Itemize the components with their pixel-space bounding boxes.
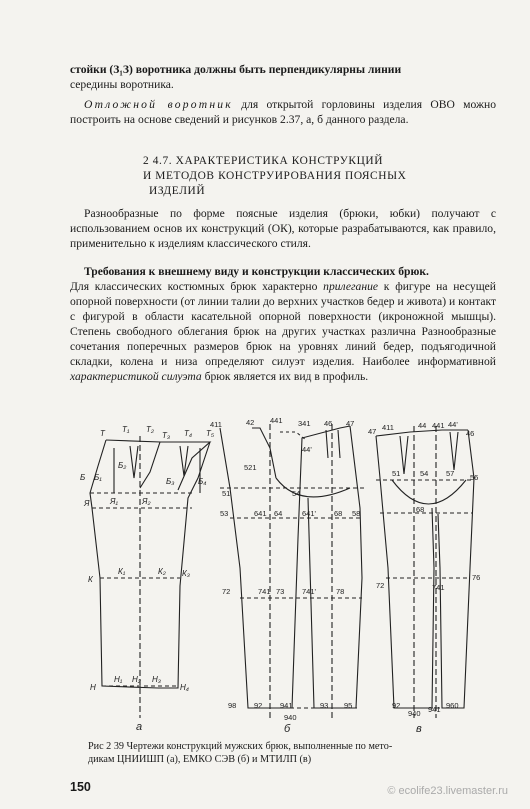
section-heading	[143, 154, 443, 199]
label-a-t4: Т₄	[184, 429, 193, 438]
label-c-741: 741	[432, 583, 445, 592]
label-c-46: 46	[466, 429, 475, 438]
intro-text: Разнообразные по форме поясные изделия (брюки, юбки) получают с использованием основ их конструкций (ОК), которые разрабатываются, как правило, применительно к изделиям классического стиля.	[70, 207, 496, 250]
label-b-641p: 641'	[302, 509, 316, 518]
collar-paragraph	[70, 97, 496, 127]
label-a-b: Б	[80, 473, 86, 482]
requirements-body-c: брюк является их вид в профиль.	[201, 370, 369, 383]
label-a-n: Н	[90, 683, 96, 692]
label-c-940: 940	[408, 709, 421, 718]
label-a-t3: Т₃	[162, 431, 171, 440]
label-b-521: 521	[244, 463, 257, 472]
label-b-641: 641	[254, 509, 267, 518]
label-b-58: 58	[352, 509, 361, 518]
label-a-k1: К₁	[118, 567, 126, 576]
section-heading-line3: ИЗДЕЛИЙ	[149, 185, 206, 197]
collar-term: Отложной воротник	[84, 98, 233, 111]
requirements-italic-a: прилегание	[323, 280, 379, 293]
label-a-b2: Б₂	[118, 461, 127, 470]
top-paragraph-line1: стойки (З₁З) воротника должны быть перпендикулярны линии	[70, 63, 402, 76]
label-c-54: 54	[420, 469, 429, 478]
label-a-ya: Я	[84, 499, 90, 508]
page-number: 150	[70, 780, 91, 794]
label-a-b1: Б₁	[94, 473, 102, 482]
label-b-46: 46	[324, 419, 333, 428]
label-b-78: 78	[336, 587, 345, 596]
label-b-98: 98	[228, 701, 237, 710]
requirements-body-a: Для классических костюмных брюк характерно	[70, 280, 324, 293]
label-a-t1: Т₁	[122, 425, 130, 434]
label-b-940: 940	[284, 713, 297, 722]
requirements-italic-b: характеристикой силуэта	[70, 370, 202, 383]
label-c-57: 57	[446, 469, 455, 478]
label-a-b4: Б₄	[198, 477, 207, 486]
label-c-44: 44	[418, 421, 427, 430]
label-b-95: 95	[344, 701, 353, 710]
label-b-73: 73	[276, 587, 285, 596]
label-c-51: 51	[392, 469, 401, 478]
label-b-51: 51	[222, 489, 231, 498]
pattern-drawing-a	[90, 436, 210, 718]
label-c-76: 76	[472, 573, 481, 582]
top-paragraph-line2: середины воротника.	[70, 78, 174, 91]
requirements-paragraph	[70, 264, 496, 384]
label-a-t5: Т₅	[206, 429, 215, 438]
label-c-44p: 44'	[448, 420, 458, 429]
label-b-441: 441	[270, 418, 283, 425]
label-a-n4: Н₄	[180, 683, 189, 692]
label-c-68: 68	[416, 505, 425, 514]
label-b-341: 341	[298, 419, 311, 428]
label-b-741: 741	[258, 587, 271, 596]
label-c-441: 441	[432, 421, 445, 430]
label-b-741p: 741'	[302, 587, 316, 596]
label-c-72: 72	[376, 581, 385, 590]
trousers-pattern-figure	[70, 418, 500, 736]
label-b-47: 47	[346, 419, 355, 428]
label-b-letter: б	[284, 723, 291, 735]
figure-caption-line1: Рис 2 39 Чертежи конструкций мужских брюк, выполненные по мето-	[88, 741, 393, 752]
label-a-ya1: Я₁	[110, 497, 118, 506]
label-c-56: 56	[470, 473, 479, 482]
label-b-72: 72	[222, 587, 231, 596]
label-a-letter: а	[136, 721, 143, 733]
label-b-941: 941	[280, 701, 293, 710]
label-c-92: 92	[392, 701, 401, 710]
label-b-93: 93	[320, 701, 329, 710]
label-b-54: 54	[292, 489, 301, 498]
label-c-47: 47	[368, 427, 377, 436]
label-c-letter: в	[416, 723, 422, 735]
figure-caption	[88, 740, 496, 766]
label-b-53: 53	[220, 509, 229, 518]
intro-paragraph	[70, 206, 496, 251]
top-paragraph	[70, 62, 496, 92]
label-b-42: 42	[246, 418, 255, 427]
label-b-64: 64	[274, 509, 283, 518]
label-a-n1: Н₁	[114, 675, 123, 684]
label-a-k2: К₂	[158, 567, 166, 576]
requirements-heading: Требования к внешнему виду и конструкции классических брюк.	[84, 265, 429, 278]
label-b-411: 411	[210, 420, 222, 429]
label-a-t2: Т₂	[146, 425, 154, 434]
label-a-k: К	[88, 575, 93, 584]
collar-text: для открытой горловины изделия ОВО можно построить на основе сведений и рисунков 2.37, а, б данного раздела.	[70, 98, 496, 126]
label-a-b3: Б₃	[166, 477, 175, 486]
label-a-n2: Н₂	[132, 675, 141, 684]
section-heading-line2: И МЕТОДОВ КОНСТРУИРОВАНИЯ ПОЯСНЫХ	[143, 170, 407, 182]
label-a-t: Т	[100, 429, 105, 438]
label-b-92: 92	[254, 701, 263, 710]
label-c-411: 411	[382, 423, 394, 432]
label-a-k3: К₃	[182, 569, 190, 578]
label-c-941: 941	[428, 705, 441, 714]
requirements-body-b: к фигуре на несущей опорной поверхности (от линии талии до верхних участков бедер и живота) и контакт с фигурой в области касательной опорной поверхности (икроножной мышцы). Степень свободного облегания брюк на других участках различна Разнообразные сочетания поперечных размеров брюк на уровнях линий бедер, подъягодичной складки, колена и низа определяют силуэт изделия. Наиболее информативной	[70, 280, 497, 368]
label-b-68: 68	[334, 509, 343, 518]
section-heading-line1: 2 4.7. ХАРАКТЕРИСТИКА КОНСТРУКЦИЙ	[143, 155, 384, 167]
pattern-drawing-b	[220, 424, 365, 718]
figure-caption-line2: дикам ЦНИИШП (а), ЕМКО СЭВ (б) и МТИЛП (в)	[88, 754, 312, 765]
label-a-ya2: Я₂	[142, 497, 151, 506]
label-b-44p: 44'	[302, 445, 312, 454]
watermark: © ecolife23.livemaster.ru	[387, 785, 508, 797]
label-a-n3: Н₃	[152, 675, 161, 684]
label-c-960: 960	[446, 701, 459, 710]
